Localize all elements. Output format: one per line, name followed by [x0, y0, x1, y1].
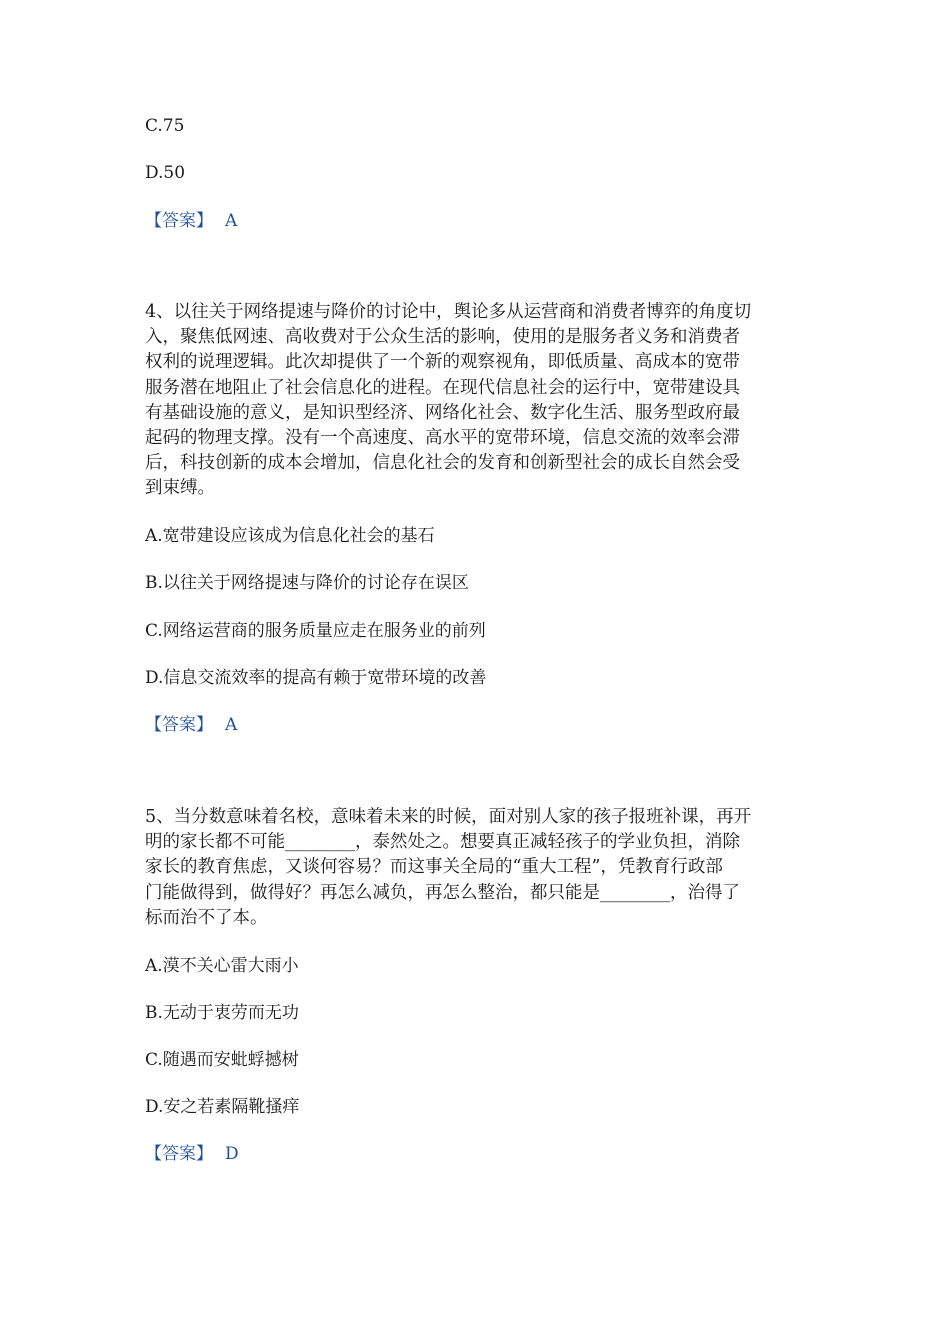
q5-option-d: D.安之若素隔靴搔痒 — [145, 1097, 300, 1117]
q4-stem-line: 到束缚。 — [145, 478, 215, 499]
answer-value: D — [225, 1144, 239, 1164]
answer-value: A — [225, 211, 238, 231]
q5-option-c: C.随遇而安蚍蜉撼树 — [145, 1050, 299, 1070]
answer-value: A — [225, 715, 238, 735]
answer-label: 【答案】 — [145, 715, 213, 735]
q4-stem-line: 入，聚焦低网速、高收费对于公众生活的影响，使用的是服务者义务和消费者 — [145, 327, 740, 348]
q4-stem-line: 起码的物理支撑。没有一个高速度、高水平的宽带环境，信息交流的效率会滞 — [145, 428, 740, 449]
q5-answer — [145, 1143, 239, 1165]
q5-option-b: B.无动于衷劳而无功 — [145, 1003, 299, 1023]
q5-stem-line: 标而治不了本。 — [145, 907, 268, 928]
q4-stem-line: 4、以往关于网络提速与降价的讨论中，舆论多从运营商和消费者博弈的角度切 — [145, 302, 752, 322]
q5-stem-line: 明的家长都不可能________，泰然处之。想要真正减轻孩子的学业负担，消除 — [145, 832, 740, 853]
q3-answer — [145, 210, 237, 232]
q4-stem — [145, 300, 805, 502]
q5-stem-line: 门能做得到，做得好？再怎么减负，再怎么整治，都只能是________，治得了 — [145, 882, 740, 903]
q4-option-d: D.信息交流效率的提高有赖于宽带环境的改善 — [145, 668, 487, 688]
q4-answer — [145, 714, 237, 736]
q5-stem-line: 家长的教育焦虑，又谈何容易？而这事关全局的“重大工程”，凭教育行政部 — [145, 857, 723, 878]
q3-option-d: D.50 — [145, 163, 186, 183]
q5-stem — [145, 805, 805, 931]
q4-stem-line: 后，科技创新的成本会增加，信息化社会的发育和创新型社会的成长自然会受 — [145, 453, 740, 474]
q5-option-a: A.漠不关心雷大雨小 — [145, 956, 299, 976]
q5-stem-line: 5、当分数意味着名校，意味着未来的时候，面对别人家的孩子报班补课，再开 — [145, 807, 752, 827]
q4-stem-line: 权利的说理逻辑。此次却提供了一个新的观察视角，即低质量、高成本的宽带 — [145, 352, 740, 373]
q4-stem-line: 有基础设施的意义，是知识型经济、网络化社会、数字化生活、服务型政府最 — [145, 402, 740, 423]
q4-option-a: A.宽带建设应该成为信息化社会的基石 — [145, 526, 435, 546]
answer-label: 【答案】 — [145, 211, 213, 231]
q4-option-b: B.以往关于网络提速与降价的讨论存在误区 — [145, 573, 469, 593]
q3-option-c: C.75 — [145, 116, 185, 136]
answer-label: 【答案】 — [145, 1144, 213, 1164]
q4-option-c: C.网络运营商的服务质量应走在服务业的前列 — [145, 621, 486, 641]
q4-stem-line: 服务潜在地阻止了社会信息化的进程。在现代信息社会的运行中，宽带建设具 — [145, 377, 740, 398]
